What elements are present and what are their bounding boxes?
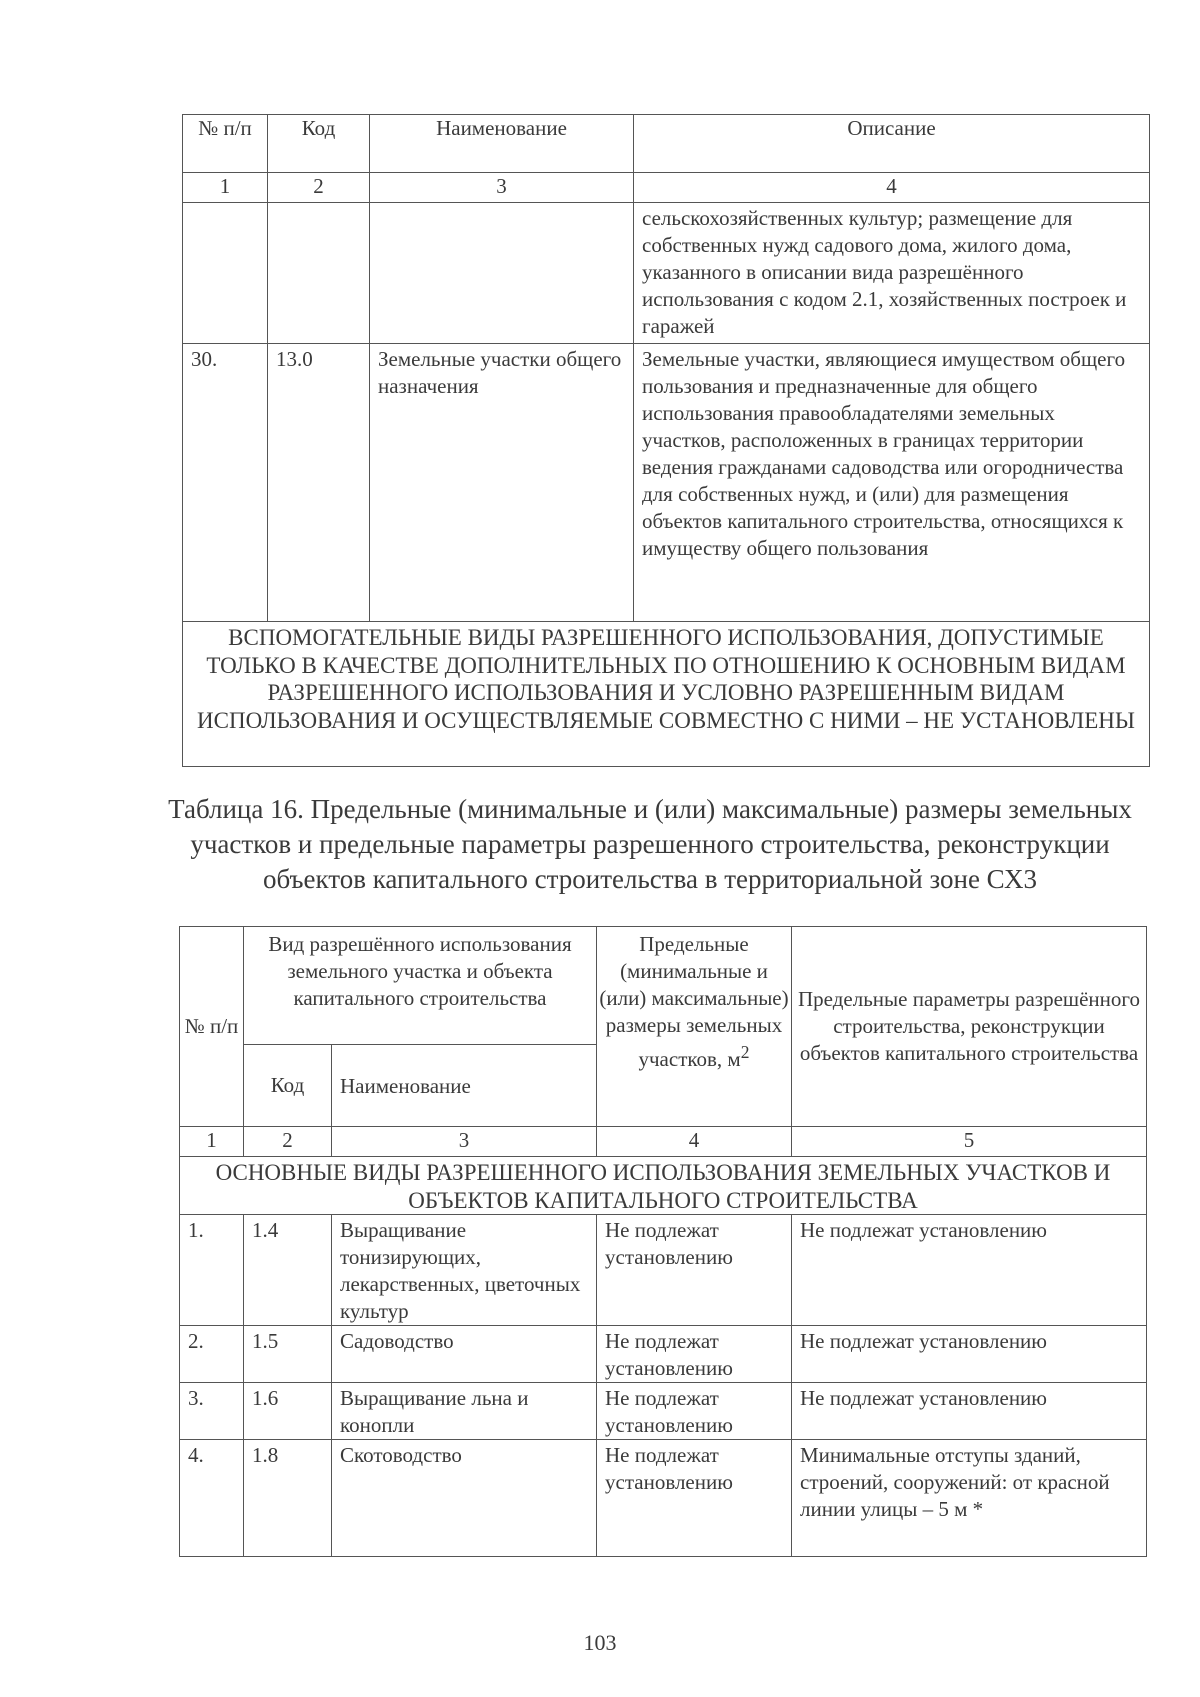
col-number: 1: [183, 173, 268, 203]
row-params: Не подлежат установлению: [792, 1326, 1147, 1383]
row-num: 3.: [180, 1383, 244, 1440]
col-number: 4: [634, 173, 1150, 203]
table-row: [180, 1383, 1147, 1440]
limits-table: [179, 926, 1147, 1557]
row-code: 1.8: [244, 1440, 332, 1557]
row-num: 2.: [180, 1326, 244, 1383]
row-code: 1.6: [244, 1383, 332, 1440]
header-name: Наименование: [370, 115, 634, 173]
header-land-sizes: [597, 927, 792, 1127]
header-code: Код: [268, 115, 370, 173]
row-name: Садоводство: [332, 1326, 597, 1383]
row-num: 1.: [180, 1215, 244, 1326]
col-number: 3: [370, 173, 634, 203]
row-sizes: Не подлежат установлению: [597, 1383, 792, 1440]
header-land-sizes-superscript: 2: [740, 1042, 750, 1062]
table-row: [180, 1326, 1147, 1383]
main-use-section: ОСНОВНЫЕ ВИДЫ РАЗРЕШЕННОГО ИСПОЛЬЗОВАНИЯ ЗЕМЕЛЬНЫХ УЧАСТКОВ И ОБЪЕКТОВ КАПИТАЛЬНОГО СТРОИТЕЛЬСТВА: [180, 1157, 1147, 1215]
description-continuation: сельскохозяйственных культур; размещение для собственных нужд садового дома, жилого дома, указанного в описании вида разрешённого использования с кодом 2.1, хозяйственных построек и гаражей: [634, 203, 1150, 344]
header-num: № п/п: [180, 927, 244, 1127]
row-description: Земельные участки, являющиеся имуществом общего пользования и предназначенные для общего использования правообладателями земельных участков, расположенных в границах территории ведения гражданами садоводства или огородничества для собственных нужд, и (или) для размещения объектов капитального строительства, относящихся к имуществу общего пользования: [634, 344, 1150, 622]
row-num: 30.: [183, 344, 268, 622]
row-name: Скотоводство: [332, 1440, 597, 1557]
auxiliary-use-note: ВСПОМОГАТЕЛЬНЫЕ ВИДЫ РАЗРЕШЕННОГО ИСПОЛЬЗОВАНИЯ, ДОПУСТИМЫЕ ТОЛЬКО В КАЧЕСТВЕ ДОПОЛНИТЕЛЬНЫХ ПО ОТНОШЕНИЮ К ОСНОВНЫМ ВИДАМ РАЗРЕШЕННОГО ИСПОЛЬЗОВАНИЯ И УСЛОВНО РАЗРЕШЕННЫМ ВИДАМ ИСПОЛЬЗОВАНИЯ И ОСУЩЕСТВЛЯЕМЫЕ СОВМЕСТНО С НИМИ – НЕ УСТАНОВЛЕНЫ: [183, 622, 1150, 767]
row-name: Выращивание тонизирующих, лекарственных, цветочных культур: [332, 1215, 597, 1326]
header-name: Наименование: [332, 1045, 597, 1127]
table-row: [180, 1215, 1147, 1326]
row-code: 13.0: [268, 344, 370, 622]
col-number: 2: [268, 173, 370, 203]
table-caption: Таблица 16. Предельные (минимальные и (или) максимальные) размеры земельных участков и предельные параметры разрешенного строительства, реконструкции объектов капитального строительства в территориальной зоне СХ3: [168, 794, 1132, 894]
row-sizes: Не подлежат установлению: [597, 1215, 792, 1326]
page-number: 103: [583, 1630, 617, 1655]
header-land-sizes-text: Предельные (минимальные и (или) максимальные) размеры земельных участков, м: [599, 932, 789, 1071]
col-number: 3: [332, 1127, 597, 1157]
col-number: 1: [180, 1127, 244, 1157]
row-code: 1.4: [244, 1215, 332, 1326]
row-sizes: Не подлежат установлению: [597, 1326, 792, 1383]
row-num: 4.: [180, 1440, 244, 1557]
header-code: Код: [244, 1045, 332, 1127]
col-number: 2: [244, 1127, 332, 1157]
empty-cell: [370, 203, 634, 344]
header-build-params: Предельные параметры разрешённого строительства, реконструкции объектов капитального строительства: [792, 927, 1147, 1127]
row-params: Минимальные отступы зданий, строений, сооружений: от красной линии улицы – 5 м *: [792, 1440, 1147, 1557]
row-params: Не подлежат установлению: [792, 1383, 1147, 1440]
empty-cell: [183, 203, 268, 344]
row-code: 1.5: [244, 1326, 332, 1383]
row-sizes: Не подлежат установлению: [597, 1440, 792, 1557]
header-description: Описание: [634, 115, 1150, 173]
land-use-table-continued: [182, 114, 1150, 767]
table-row: [180, 1440, 1147, 1557]
row-name: Земельные участки общего назначения: [370, 344, 634, 622]
empty-cell: [268, 203, 370, 344]
col-number: 5: [792, 1127, 1147, 1157]
header-num: № п/п: [183, 115, 268, 173]
header-use-type: Вид разрешённого использования земельного участка и объекта капитального строительства: [244, 927, 597, 1045]
col-number: 4: [597, 1127, 792, 1157]
row-params: Не подлежат установлению: [792, 1215, 1147, 1326]
row-name: Выращивание льна и конопли: [332, 1383, 597, 1440]
